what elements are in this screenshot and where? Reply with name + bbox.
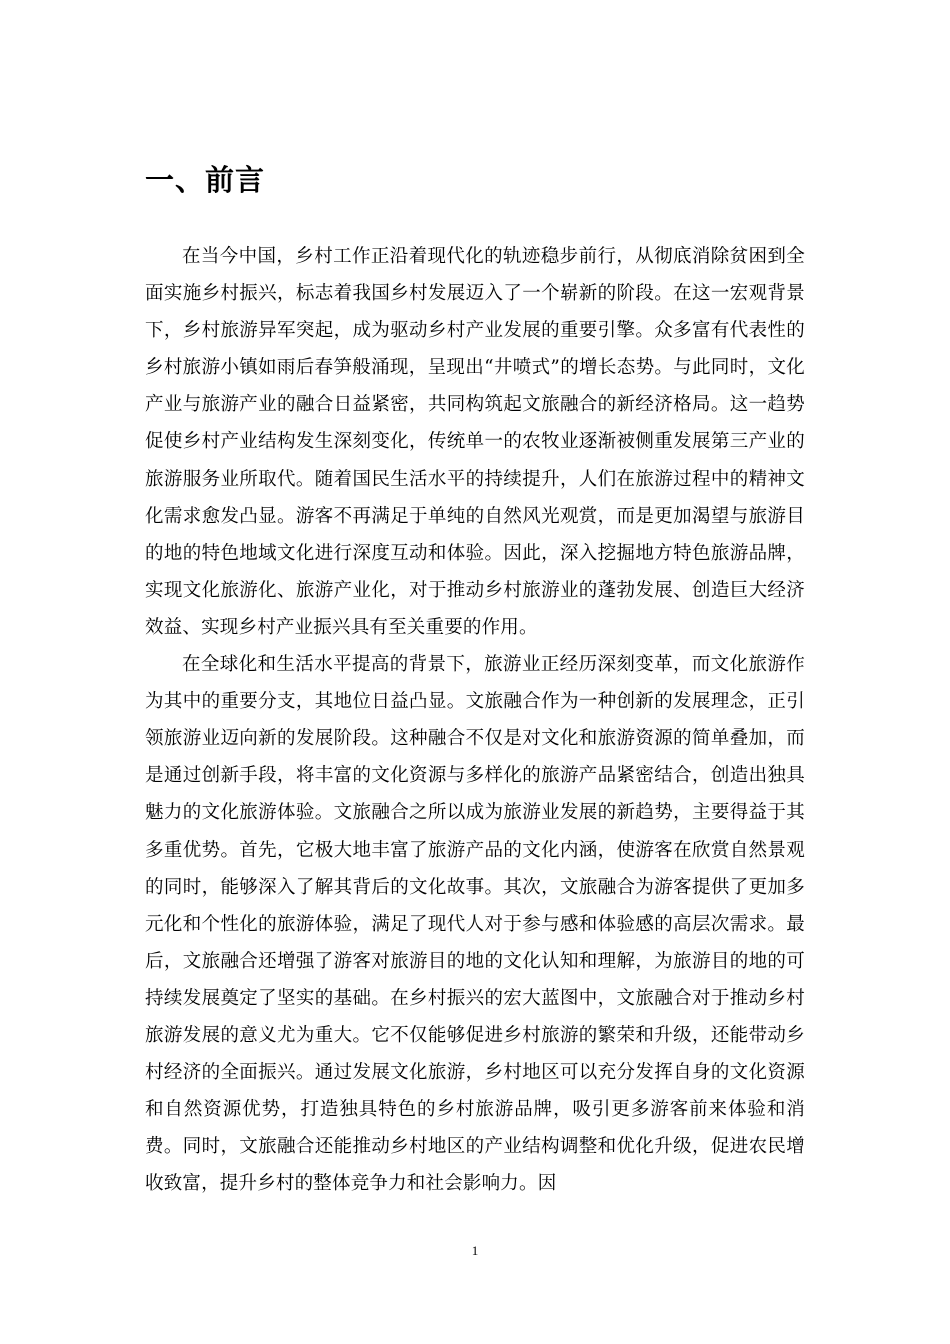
paragraph-1: 在当今中国，乡村工作正沿着现代化的轨迹稳步前行，从彻底消除贫困到全面实施乡村振兴，标志着我国乡村发展迈入了一个崭新的阶段。在这一宏观背景下，乡村旅游异军突起，成为驱动乡村产业发展的重要引擎。众多富有代表性的乡村旅游小镇如雨后春笋般涌现，呈现出“井喷式”的增长态势。与此同时，文化产业与旅游产业的融合日益紧密，共同构筑起文旅融合的新经济格局。这一趋势促使乡村产业结构发生深刻变化，传统单一的农牧业逐渐被侧重发展第三产业的旅游服务业所取代。随着国民生活水平的持续提升，人们在旅游过程中的精神文化需求愈发凸显。游客不再满足于单纯的自然风光观赏，而是更加渴望与旅游目的地的特色地域文化进行深度互动和体验。因此，深入挖掘地方特色旅游品牌，实现文化旅游化、旅游产业化，对于推动乡村旅游业的蓬勃发展、创造巨大经济效益、实现乡村产业振兴具有至关重要的作用。 (145, 246, 805, 638)
page-number: 1 (471, 1243, 479, 1258)
body-text (145, 238, 805, 1202)
section-heading: 一、前言 (145, 163, 266, 197)
paragraph-2: 在全球化和生活水平提高的背景下，旅游业正经历深刻变革，而文化旅游作为其中的重要分支，其地位日益凸显。文旅融合作为一种创新的发展理念，正引领旅游业迈向新的发展阶段。这种融合不仅是对文化和旅游资源的简单叠加，而是通过创新手段，将丰富的文化资源与多样化的旅游产品紧密结合，创造出独具魅力的文化旅游体验。文旅融合之所以成为旅游业发展的新趋势，主要得益于其多重优势。首先，它极大地丰富了旅游产品的文化内涵，使游客在欣赏自然景观的同时，能够深入了解其背后的文化故事。其次，文旅融合为游客提供了更加多元化和个性化的旅游体验，满足了现代人对于参与感和体验感的高层次需求。最后，文旅融合还增强了游客对旅游目的地的文化认知和理解，为旅游目的地的可持续发展奠定了坚实的基础。在乡村振兴的宏大蓝图中，文旅融合对于推动乡村旅游发展的意义尤为重大。它不仅能够促进乡村旅游的繁荣和升级，还能带动乡村经济的全面振兴。通过发展文化旅游，乡村地区可以充分发挥自身的文化资源和自然资源优势，打造独具特色的乡村旅游品牌，吸引更多游客前来体验和消费。同时，文旅融合还能推动乡村地区的产业结构调整和优化升级，促进农民增收致富，提升乡村的整体竞争力和社会影响力。因 (145, 654, 805, 1195)
